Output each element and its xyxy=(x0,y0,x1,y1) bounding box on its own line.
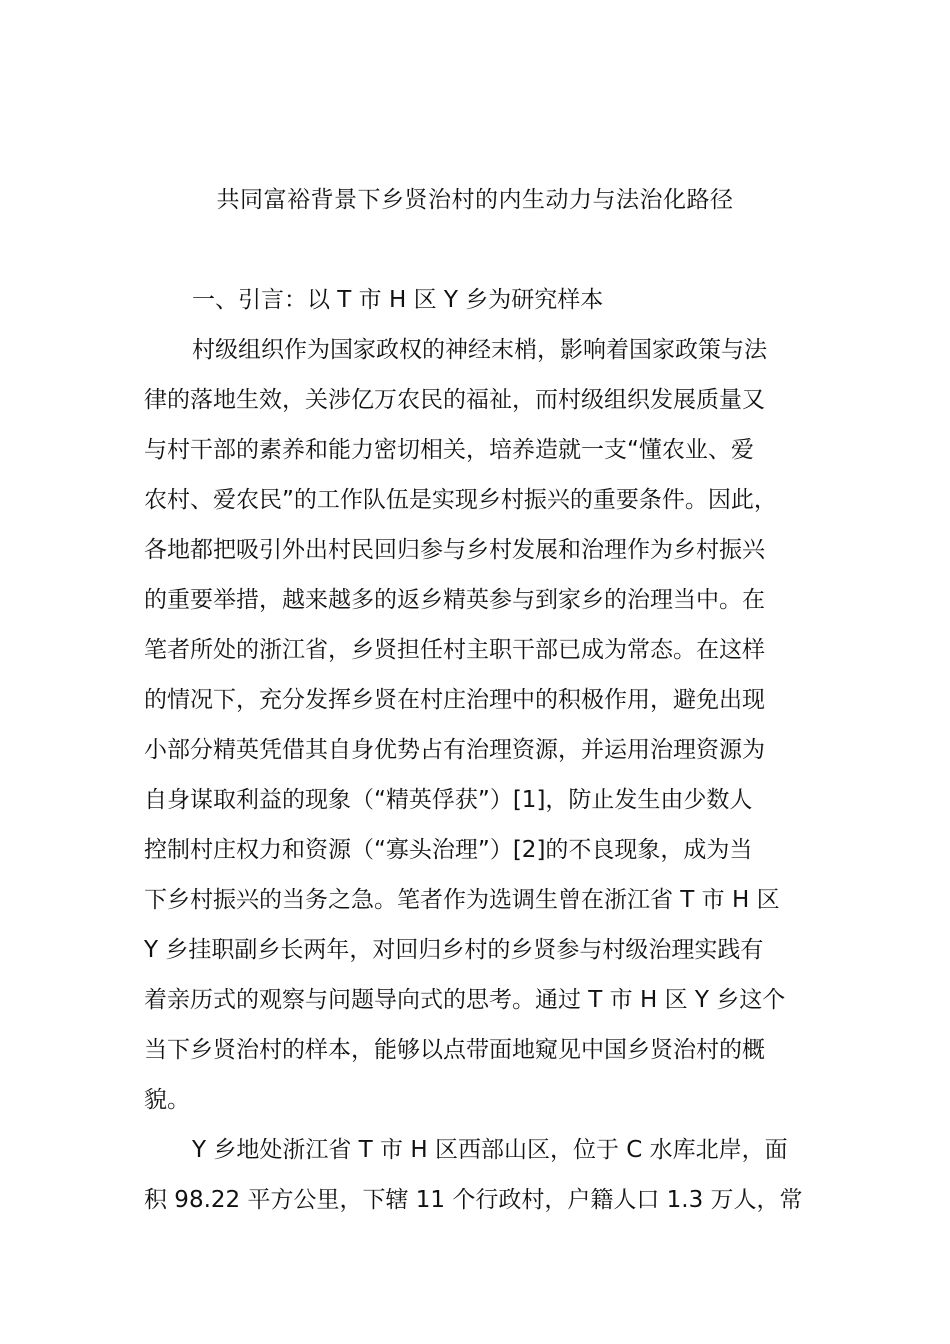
text-line: 当下乡贤治村的样本，能够以点带面地窥见中国乡贤治村的概 xyxy=(144,1037,765,1063)
text-line: 下乡村振兴的当务之急。笔者作为选调生曾在浙江省 T 市 H 区 xyxy=(144,887,780,913)
text-line: 控制村庄权力和资源（“寡头治理”）[2]的不良现象，成为当 xyxy=(144,837,753,863)
text-line: 与村干部的素养和能力密切相关，培养造就一支“懂农业、爱 xyxy=(144,437,754,463)
text-line: 农村、爱农民”的工作队伍是实现乡村振兴的重要条件。因此， xyxy=(144,487,777,513)
text-line: 的重要举措，越来越多的返乡精英参与到家乡的治理当中。在 xyxy=(144,587,765,613)
text-line: 自身谋取利益的现象（“精英俘获”）[1]，防止发生由少数人 xyxy=(144,787,753,813)
text-line: Y 乡挂职副乡长两年，对回归乡村的乡贤参与村级治理实践有 xyxy=(144,937,764,963)
text-line: 村级组织作为国家政权的神经末梢，影响着国家政策与法 xyxy=(192,337,767,363)
text-line: 的情况下，充分发挥乡贤在村庄治理中的积极作用，避免出现 xyxy=(144,687,765,713)
document-title: 共同富裕背景下乡贤治村的内生动力与法治化路径 xyxy=(216,187,734,213)
text-line: 小部分精英凭借其自身优势占有治理资源，并运用治理资源为 xyxy=(144,737,765,763)
text-line: 积 98.22 平方公里，下辖 11 个行政村，户籍人口 1.3 万人，常 xyxy=(144,1187,803,1213)
section-heading: 一、引言：以 T 市 H 区 Y 乡为研究样本 xyxy=(192,287,604,313)
text-line: 着亲历式的观察与问题导向式的思考。通过 T 市 H 区 Y 乡这个 xyxy=(144,987,786,1013)
text-line: 貌。 xyxy=(144,1087,190,1113)
text-line: 律的落地生效，关涉亿万农民的福祉，而村级组织发展质量又 xyxy=(144,387,765,413)
text-line: Y 乡地处浙江省 T 市 H 区西部山区，位于 C 水库北岸，面 xyxy=(192,1137,788,1163)
text-line: 笔者所处的浙江省，乡贤担任村主职干部已成为常态。在这样 xyxy=(144,637,765,663)
text-line: 各地都把吸引外出村民回归参与乡村发展和治理作为乡村振兴 xyxy=(144,537,765,563)
